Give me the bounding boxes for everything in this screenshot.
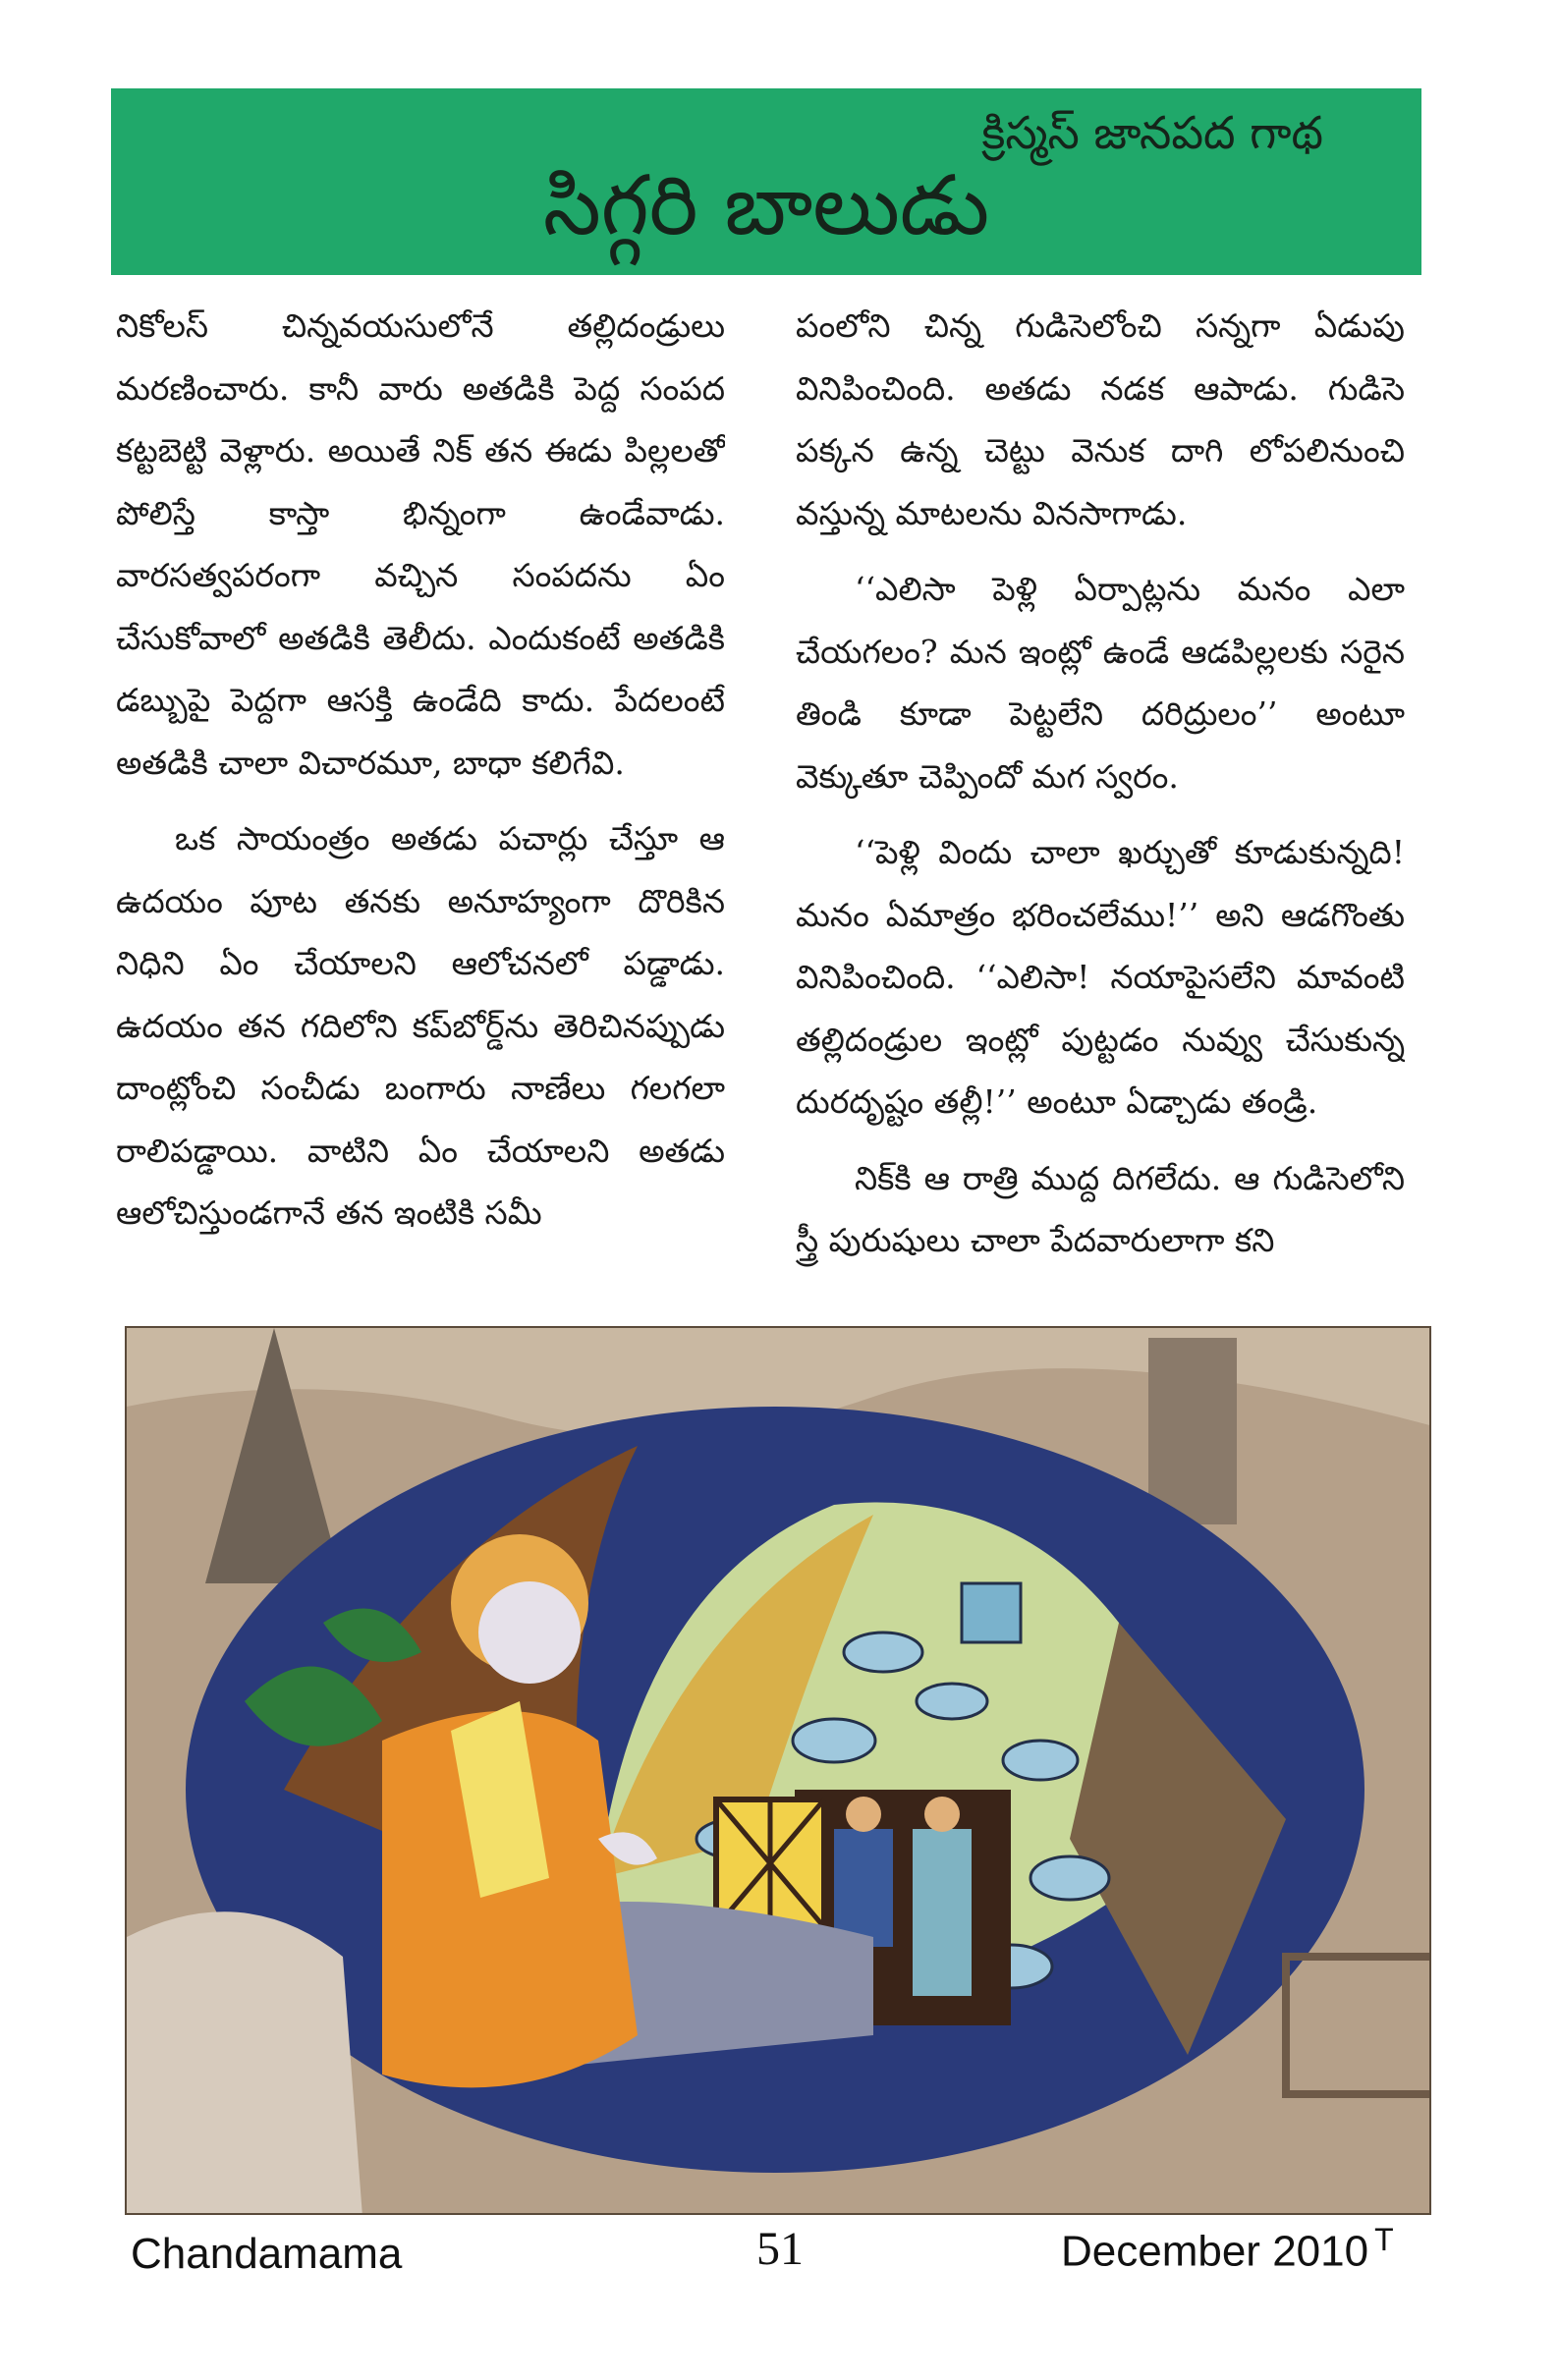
title-banner (111, 88, 1421, 275)
text-column-left (116, 295, 725, 1311)
paragraph: ఒక సాయంత్రం అతడు పచార్లు చేస్తూ ఆ ఉదయం పూట తనకు అనూహ్యంగా దొరికిన నిధిని ఏం చేయాలని ఆలోచనలో పడ్డాడు. ఉదయం తన గదిలోని కప్‌బోర్డ్‌ను తెరిచినప్పుడు దాంట్లోంచి సంచీడు బంగారు నాణేలు గలగలా రాలిపడ్డాయి. వాటిని ఏం చేయాలని అతడు ఆలోచిస్తుండగానే తన ఇంటికి సమీ (116, 819, 725, 1232)
story-illustration (125, 1326, 1431, 2215)
paragraph: పంలోని చిన్న గుడిసెలోంచి సన్నగా ఏడుపు వినిపించింది. అతడు నడక ఆపాడు. గుడిసె పక్కన ఉన్న చెట్టు వెనుక దాగి లోపలినుంచి వస్తున్న మాటలను వినసాగాడు. (796, 306, 1405, 532)
paragraph: నిక్‌కి ఆ రాత్రి ముద్ద దిగలేదు. ఆ గుడిసెలోని స్త్రీ పురుషులు చాలా పేదవారులాగా కని (796, 1158, 1405, 1259)
paragraph: నికోలస్ చిన్నవయసులోనే తల్లిదండ్రులు మరణించారు. కానీ వారు అతడికి పెద్ద సంపద కట్టబెట్టి వెళ్లారు. అయితే నిక్ తన ఈడు పిల్లలతో పోలిస్తే కాస్తా భిన్నంగా ఉండేవాడు. వారసత్వపరంగా వచ్చిన సంపదను ఏం చేసుకోవాలో అతడికి తెలీదు. ఎందుకంటే అతడికి డబ్బుపై పెద్దగా ఆసక్తి ఉండేది కాదు. పేదలంటే అతడికి చాలా విచారమూ, బాధా కలిగేవి. (116, 306, 725, 782)
text-column-right (796, 295, 1405, 1311)
issue-date: December 2010 (1061, 2227, 1369, 2276)
magazine-name: Chandamama (131, 2230, 403, 2278)
illustration-drawing (127, 1328, 1431, 2215)
edition-mark: T (1374, 2222, 1394, 2257)
paragraph: ‘‘ఎలిసా పెళ్లి ఏర్పాట్లను మనం ఎలా చేయగలం? మన ఇంట్లో ఉండే ఆడపిల్లలకు సరైన తిండి కూడా పెట్టలేని దరిద్రులం’’ అంటూ వెక్కుతూ చెప్పిందో మగ స్వరం. (796, 570, 1405, 796)
issue-date-block (1061, 2222, 1394, 2277)
paragraph: ‘‘పెళ్లి విందు చాలా ఖర్చుతో కూడుకున్నది! మనం ఏమాత్రం భరించలేము!’’ అని ఆడగొంతు వినిపించింది. ‘‘ఎలిసా! నయాపైసలేని మావంటి తల్లిదండ్రుల ఇంట్లో పుట్టడం నువ్వు చేసుకున్న దురదృష్టం తల్లీ!’’ అంటూ ఏడ్చాడు తండ్రి. (796, 833, 1405, 1121)
page-number: 51 (756, 2223, 804, 2275)
story-subtitle: క్రిస్మస్ జానపద గాథ (981, 106, 1323, 159)
story-title: సిగ్గరి బాలుడు (542, 157, 990, 253)
